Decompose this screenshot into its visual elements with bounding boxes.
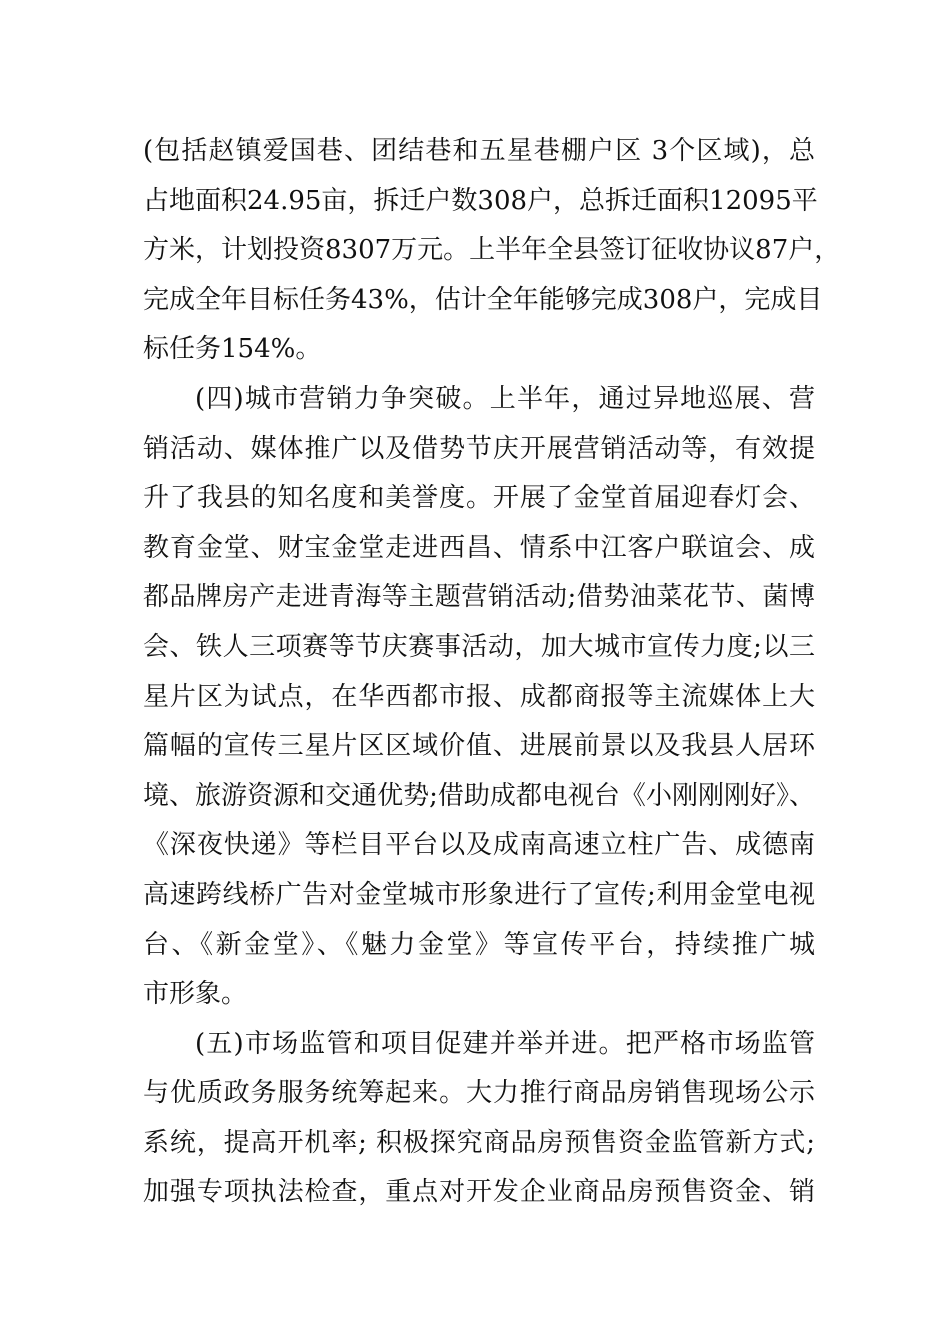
text-line (143, 722, 815, 772)
text-line (143, 226, 841, 276)
text-line (143, 673, 815, 723)
document-body (143, 127, 841, 1218)
text-line (143, 871, 815, 921)
line-text: 市形象。 (143, 979, 248, 1010)
line-text: 会、铁人三项赛等节庆赛事活动，加大城市宣传力度;以三 (143, 631, 815, 662)
text-line (143, 1069, 815, 1119)
line-text: 篇幅的宣传三星片区区域价值、进展前景以及我县人居环 (143, 731, 815, 762)
paragraph-first-line (143, 1020, 815, 1070)
text-line (143, 970, 815, 1020)
text-line (143, 573, 815, 623)
line-text: 方米，计划投资8307万元。上半年全县签订征收协议87户， (143, 235, 841, 266)
text-line (143, 1168, 815, 1218)
line-text: 占地面积24.95亩，拆迁户数308户，总拆迁面积12095平 (143, 185, 818, 216)
line-text: 都品牌房产走进青海等主题营销活动;借势油菜花节、菌博 (143, 582, 815, 613)
text-line (143, 425, 815, 475)
line-text: 境、旅游资源和交通优势;借助成都电视台《小刚刚刚好》、 (143, 780, 815, 811)
text-line (143, 177, 818, 227)
text-line (143, 276, 823, 326)
line-text: 台、《新金堂》、《魅力金堂》等宣传平台，持续推广城 (143, 929, 815, 960)
text-line (143, 325, 815, 375)
line-text: 升了我县的知名度和美誉度。开展了金堂首届迎春灯会、 (143, 483, 815, 514)
line-text: 《深夜快递》等栏目平台以及成南高速立柱广告、成德南 (143, 830, 815, 861)
text-line (143, 524, 815, 574)
text-line (143, 921, 815, 971)
line-text: (五)市场监管和项目促建并举并进。把严格市场监管 (195, 1028, 815, 1059)
text-line (143, 1119, 815, 1169)
line-text: (包括赵镇爱国巷、团结巷和五星巷棚户区 3个区域)，总 (143, 136, 815, 166)
line-text: 标任务154%。 (143, 334, 322, 365)
text-line (143, 127, 815, 177)
line-text: 系统，提高开机率; 积极探究商品房预售资金监管新方式; (143, 1127, 815, 1158)
line-text: 高速跨线桥广告对金堂城市形象进行了宣传;利用金堂电视 (143, 879, 815, 910)
line-text: 完成全年目标任务43%，估计全年能够完成308户，完成目 (143, 284, 823, 315)
text-line (143, 772, 815, 822)
paragraph-first-line (143, 375, 815, 425)
line-text: 与优质政务服务统筹起来。大力推行商品房销售现场公示 (143, 1078, 815, 1109)
text-line (143, 623, 815, 673)
text-line (143, 821, 815, 871)
line-text: 销活动、媒体推广以及借势节庆开展营销活动等，有效提 (143, 433, 815, 464)
text-line (143, 474, 815, 524)
line-text: (四)城市营销力争突破。上半年，通过异地巡展、营 (195, 383, 815, 414)
line-text: 教育金堂、财宝金堂走进西昌、情系中江客户联谊会、成 (143, 532, 815, 563)
line-text: 星片区为试点，在华西都市报、成都商报等主流媒体上大 (143, 681, 815, 712)
line-text: 加强专项执法检查，重点对开发企业商品房预售资金、销 (143, 1177, 815, 1208)
